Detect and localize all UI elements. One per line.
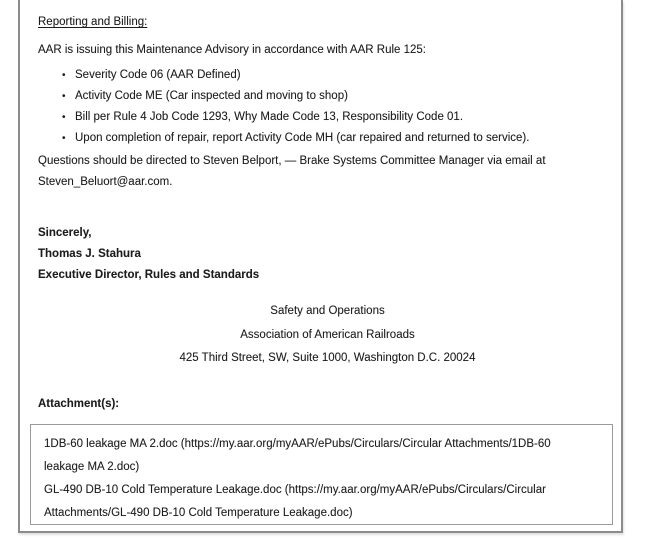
attachment-line: 1DB-60 leakage MA 2.doc (https://my.aar.org/myAAR/ePubs/Circulars/Circular Attachments/1DB-60 xyxy=(44,437,551,450)
signature-block xyxy=(38,223,601,286)
bullet-text-completion-report: Upon completion of repair, report Activity Code MH (car repaired and returned to service). xyxy=(75,132,530,144)
bullet-icon: • xyxy=(62,70,66,81)
list-item xyxy=(62,65,601,86)
bullet-text-activity-code: Activity Code ME (Car inspected and moving to shop) xyxy=(75,90,348,102)
signature-closing: Sincerely, xyxy=(38,227,92,239)
bullet-icon: • xyxy=(62,112,66,123)
attachment-entry-1db60 xyxy=(44,433,599,479)
attachment-entry-gl490 xyxy=(44,479,599,525)
list-item xyxy=(62,107,601,128)
attachment-line: leakage MA 2.doc) xyxy=(44,460,140,473)
questions-paragraph xyxy=(38,151,601,193)
org-name: Association of American Railroads xyxy=(240,328,415,341)
signature-title: Executive Director, Rules and Standards xyxy=(38,269,260,281)
bullet-text-severity-code: Severity Code 06 (AAR Defined) xyxy=(75,69,241,81)
attachment-line: Attachments/GL-490 DB-10 Cold Temperature Leakage.doc) xyxy=(44,506,353,519)
attachments-box xyxy=(30,424,613,525)
organization-address-block xyxy=(38,300,601,371)
billing-bullet-list xyxy=(38,65,601,149)
list-item xyxy=(62,86,601,107)
org-street-address: 425 Third Street, SW, Suite 1000, Washington D.C. 20024 xyxy=(179,352,476,364)
questions-line: Questions should be directed to Steven Belport, — Brake Systems Committee Manager via email at xyxy=(38,155,546,167)
advisory-intro-paragraph: AAR is issuing this Maintenance Advisory in accordance with AAR Rule 125: xyxy=(38,44,427,56)
bullet-icon: • xyxy=(62,91,66,102)
document-page xyxy=(18,0,623,533)
contact-email-text: Steven_Beluort@aar.com. xyxy=(38,176,173,188)
bullet-icon: • xyxy=(62,133,66,144)
attachment-line: GL-490 DB-10 Cold Temperature Leakage.doc (https://my.aar.org/myAAR/ePubs/Circulars/Circular xyxy=(44,483,546,496)
section-heading-reporting-and-billing: Reporting and Billing: xyxy=(38,16,148,28)
list-item xyxy=(62,128,601,149)
signature-name: Thomas J. Stahura xyxy=(38,248,141,260)
bullet-text-bill-per-rule: Bill per Rule 4 Job Code 1293, Why Made Code 13, Responsibility Code 01. xyxy=(75,111,464,123)
document-content xyxy=(20,0,621,525)
org-department: Safety and Operations xyxy=(270,305,385,317)
attachments-heading: Attachment(s): xyxy=(38,397,120,410)
